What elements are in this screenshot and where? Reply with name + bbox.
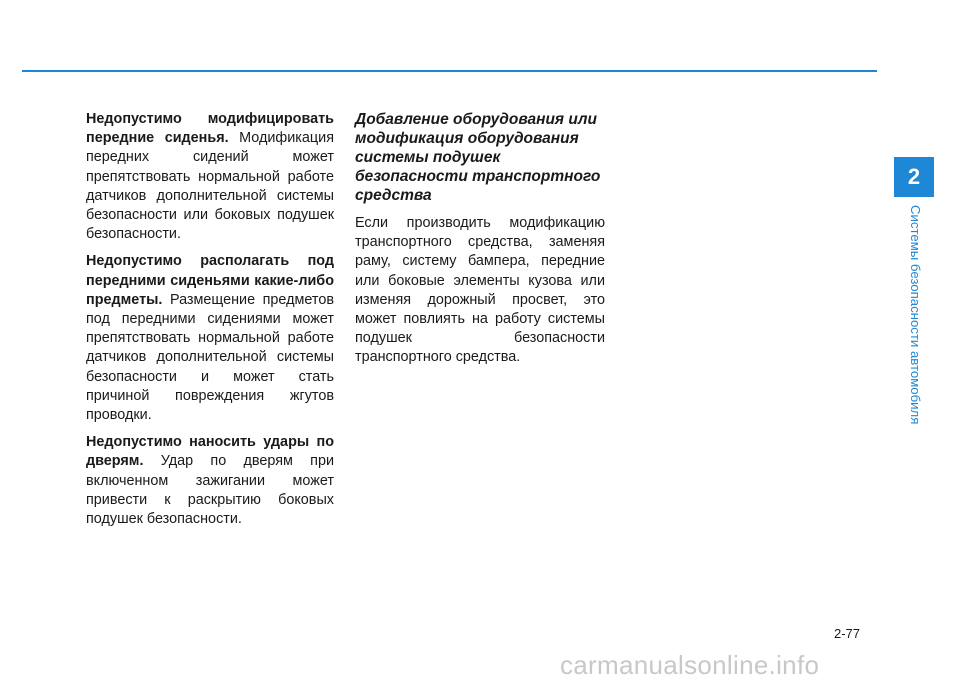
section-heading: Добавление оборудования или модификация оборудования системы подушек безопасности транспортного средства — [355, 111, 601, 204]
chapter-number-tab: 2 — [894, 157, 934, 197]
paragraph-body: Модификация передних сидений может препятствовать нормальной работе датчиков дополнительной системы безопасности или боковых подушек безопасности. — [86, 130, 334, 243]
section-body: Если производить модификацию транспортного средства, заменяя раму, систему бампера, передние или боковые элементы кузова или изменяя дорожный просвет, это может повлиять на работу системы подушек безопасности транспортного средства. — [355, 215, 605, 366]
paragraph-lead: Недопустимо модифицировать передние сиденья. — [86, 111, 334, 147]
left-column — [86, 110, 334, 537]
paragraph-body: Размещение предметов под передними сидениями может препятствовать нормальной работе датчиков дополнительной системы безопасности и может стать причиной повреждения жгутов проводки. — [86, 291, 334, 424]
paragraph-lead: Недопустимо наносить удары по дверям. — [86, 434, 334, 470]
right-column — [355, 110, 605, 376]
paragraph-door-impacts — [86, 433, 334, 529]
paragraph-seats-modification — [86, 110, 334, 244]
header-rule — [22, 70, 877, 72]
watermark: carmanualsonline.info — [560, 650, 820, 680]
chapter-title: Системы безопасности автомобиля — [908, 205, 923, 425]
paragraph-lead: Недопустимо располагать под передними сиденьями какие-либо предметы. — [86, 253, 334, 308]
paragraph-body: Удар по дверям при включенном зажигании может привести к раскрытию боковых подушек безопасности. — [86, 453, 334, 528]
page-number: 2-77 — [833, 626, 860, 641]
paragraph-objects-under-seats — [86, 252, 334, 425]
